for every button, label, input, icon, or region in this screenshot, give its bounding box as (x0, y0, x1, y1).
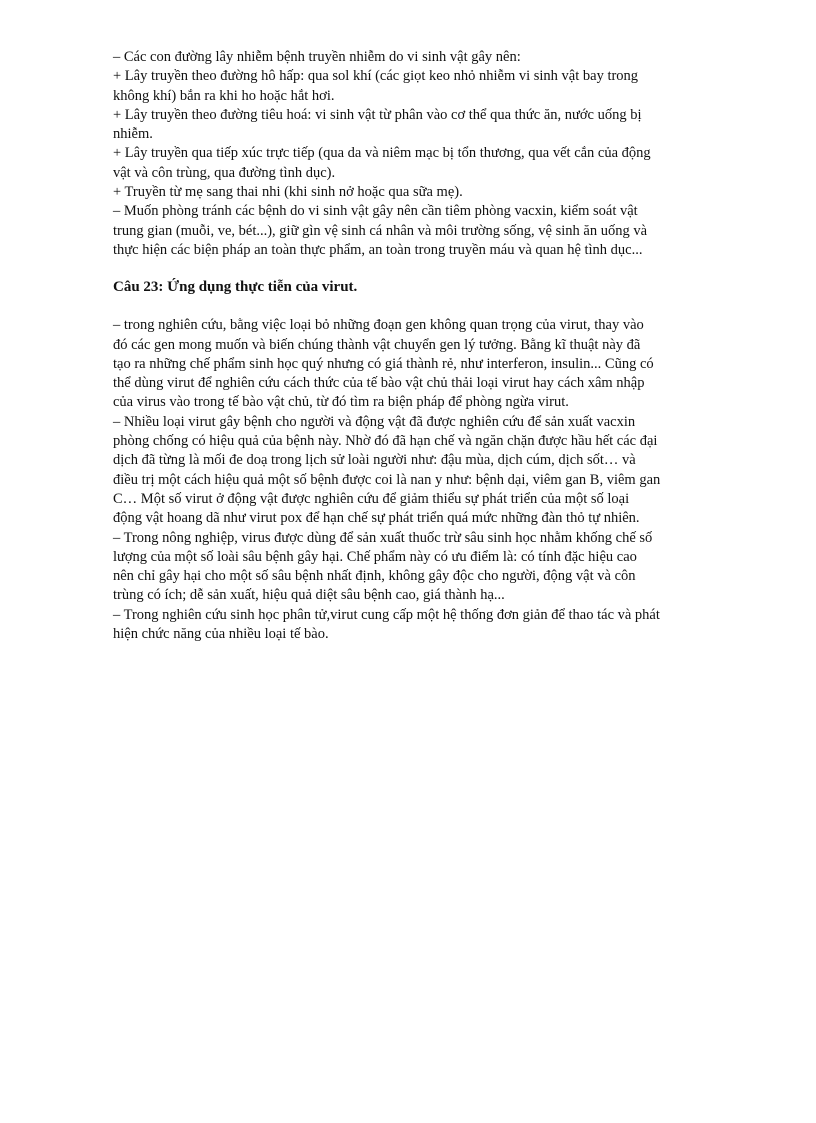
text-line: điều trị một cách hiệu quả một số bệnh được coi là nan y như: bệnh dại, viêm gan B, viêm gan (113, 471, 661, 488)
text-line: dịch đã từng là mối đe doạ trong lịch sử loài người như: đậu mùa, dịch cúm, dịch sốt… và (113, 452, 636, 469)
text-line: – Nhiều loại virut gây bệnh cho người và động vật đã được nghiên cứu để sản xuất vacxin (113, 413, 636, 430)
text-line: vật và côn trùng, qua đường tình dục). (113, 164, 336, 181)
text-line: phòng chống có hiệu quả của bệnh này. Nhờ đó đã hạn chế và ngăn chặn được hầu hết các đại (113, 433, 658, 450)
text-line: C… Một số virut ở động vật được nghiên cứu để giảm thiểu sự phát triển của một số loại (113, 490, 630, 507)
text-line: trung gian (muỗi, ve, bét...), giữ gìn vệ sinh cá nhân và môi trường sống, vệ sinh ăn uống và (113, 222, 648, 239)
text-line: đó các gen mong muốn và biến chúng thành vật chuyển gen lý tưởng. Bằng kĩ thuật này đã (113, 336, 641, 353)
text-line: + Lây truyền qua tiếp xúc trực tiếp (qua da và niêm mạc bị tổn thương, qua vết cắn của động (113, 145, 651, 162)
text-line: – Muốn phòng tránh các bệnh do vi sinh vật gây nên cần tiêm phòng vacxin, kiểm soát vật (113, 203, 638, 220)
text-line: nhiễm. (113, 126, 153, 143)
text-line: của virus vào trong tế bào vật chủ, từ đó tìm ra biện pháp để phòng ngừa virut. (113, 394, 569, 411)
section-virus-applications (113, 316, 718, 644)
text-line: – Trong nghiên cứu sinh học phân tử,virut cung cấp một hệ thống đơn giản để thao tác và phát (113, 606, 660, 623)
text-line: + Truyền từ mẹ sang thai nhi (khi sinh nở hoặc qua sữa mẹ). (113, 184, 463, 201)
text-line: lượng của một số loài sâu bệnh gây hại. Chế phẩm này có ưu điểm là: có tính đặc hiệu cao (113, 548, 637, 565)
document-page (113, 48, 718, 644)
text-line: hiện chức năng của nhiều loại tế bào. (113, 626, 329, 643)
text-line: trùng có ích; dễ sản xuất, hiệu quả diệt sâu bệnh cao, giá thành hạ... (113, 587, 505, 604)
section-heading: Câu 23: Ứng dụng thực tiễn của virut. (113, 279, 358, 296)
text-line: không khí) bắn ra khi ho hoặc hắt hơi. (113, 87, 335, 104)
text-line: – trong nghiên cứu, bằng việc loại bỏ những đoạn gen không quan trọng của virut, thay vào (113, 317, 644, 334)
text-line: + Lây truyền theo đường hô hấp: qua sol khí (các giọt keo nhỏ nhiễm vi sinh vật bay trong (113, 68, 639, 85)
text-line: thể dùng virut để nghiên cứu cách thức của tế bào vật chủ thải loại virut hay cách xâm nhập (113, 375, 645, 392)
text-line: nên chỉ gây hại cho một số sâu bệnh nhất định, không gây độc cho người, động vật và côn (113, 568, 636, 585)
section-infection-routes (113, 48, 718, 260)
text-line: thực hiện các biện pháp an toàn thực phẩm, an toàn trong truyền máu và quan hệ tình dục... (113, 241, 643, 258)
text-line: – Trong nông nghiệp, virus được dùng để sản xuất thuốc trừ sâu sinh học nhằm khống chế số (113, 529, 653, 546)
text-line: + Lây truyền theo đường tiêu hoá: vi sinh vật từ phân vào cơ thể qua thức ăn, nước uống bị (113, 106, 642, 123)
text-line: động vật hoang dã như virut pox để hạn chế sự phát triển quá mức những đàn thỏ tự nhiên. (113, 510, 640, 527)
text-line: tạo ra những chế phẩm sinh học quý nhưng có giá thành rẻ, như interferon, insulin... Cũng có (113, 355, 654, 372)
text-line: – Các con đường lây nhiễm bệnh truyền nhiễm do vi sinh vật gây nên: (113, 49, 521, 65)
